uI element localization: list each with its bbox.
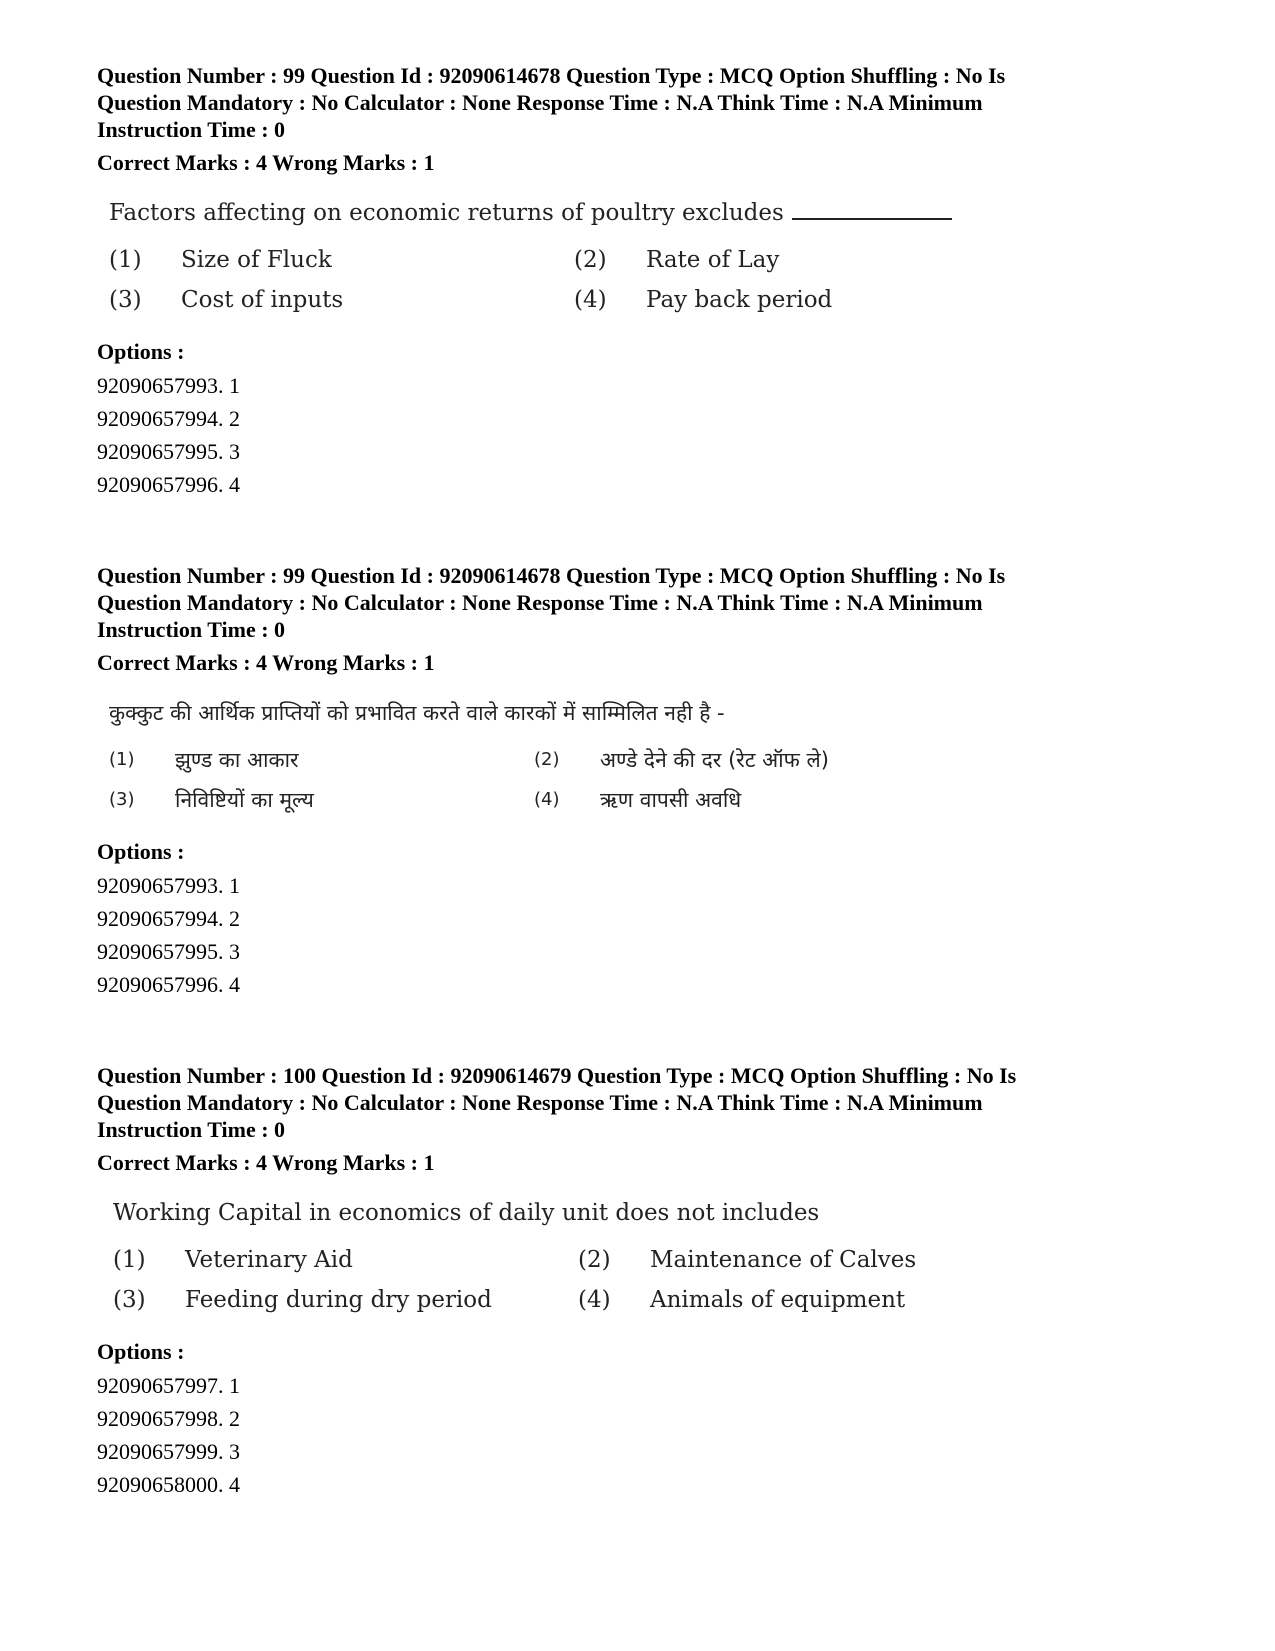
choice-text: झुण्ड का आकार [175, 748, 299, 772]
question-image [97, 698, 977, 816]
choice-item [534, 744, 934, 776]
options-label: Options : [97, 339, 185, 364]
choice-number: (3) [109, 287, 142, 313]
choice-number: (4) [574, 287, 607, 313]
question-header-line: Instruction Time : 0 [97, 117, 286, 142]
question-block [97, 1062, 1177, 1501]
question-header-line: Question Number : 99 Question Id : 92090614678 Question Type : MCQ Option Shuffling : No Is [97, 563, 1006, 588]
choice-item [113, 1284, 578, 1316]
choice-number: (2) [574, 247, 607, 273]
option-list [97, 869, 1177, 1001]
question-stem [97, 198, 977, 228]
choice-item [109, 244, 574, 276]
choice-number: (2) [578, 1247, 611, 1273]
choice-text: Feeding during dry period [185, 1287, 492, 1313]
option-id-row: 92090657996. 4 [97, 472, 240, 497]
option-id-row: 92090657994. 2 [97, 406, 240, 431]
choice-number: (2) [534, 749, 560, 770]
choice-item [574, 284, 974, 316]
option-id-row: 92090657999. 3 [97, 1439, 240, 1464]
question-header-line: Question Mandatory : No Calculator : None Response Time : N.A Think Time : N.A Minimum [97, 590, 983, 615]
choice-text: Animals of equipment [650, 1287, 906, 1313]
question-header-line: Question Number : 99 Question Id : 92090614678 Question Type : MCQ Option Shuffling : No Is [97, 63, 1006, 88]
marks-line: Correct Marks : 4 Wrong Marks : 1 [97, 650, 435, 675]
option-id-row: 92090657996. 4 [97, 972, 240, 997]
option-list [97, 1369, 1177, 1501]
option-id-row: 92090657998. 2 [97, 1406, 240, 1431]
option-list [97, 369, 1177, 501]
marks-line: Correct Marks : 4 Wrong Marks : 1 [97, 150, 435, 175]
option-id-row: 92090658000. 4 [97, 1472, 240, 1497]
question-image [97, 198, 977, 316]
choice-text: अण्डे देने की दर (रेट ऑफ ले) [600, 748, 829, 772]
choice-item [109, 744, 534, 776]
question-header-line: Instruction Time : 0 [97, 617, 286, 642]
choice-number: (1) [113, 1247, 146, 1273]
question-stem-text: Factors affecting on economic returns of poultry excludes [109, 200, 784, 226]
choice-text: निविष्टियों का मूल्य [175, 788, 314, 812]
choice-text: Maintenance of Calves [650, 1247, 917, 1273]
choice-item [578, 1244, 978, 1276]
question-block [97, 562, 1177, 1001]
choice-grid [97, 1244, 977, 1316]
choice-grid [97, 744, 977, 816]
option-id-row: 92090657997. 1 [97, 1373, 240, 1398]
options-label: Options : [97, 1339, 185, 1364]
question-block [97, 62, 1177, 501]
choice-number: (1) [109, 749, 135, 770]
question-header-line: Question Number : 100 Question Id : 92090614679 Question Type : MCQ Option Shuffling : No Is [97, 1063, 1017, 1088]
choice-item [113, 1244, 578, 1276]
choice-number: (4) [534, 789, 560, 810]
marks-line: Correct Marks : 4 Wrong Marks : 1 [97, 1150, 435, 1175]
option-id-row: 92090657995. 3 [97, 939, 240, 964]
choice-text: Veterinary Aid [185, 1247, 353, 1273]
choice-item [109, 284, 574, 316]
choice-item [534, 784, 934, 816]
choice-number: (4) [578, 1287, 611, 1313]
choice-item [578, 1284, 978, 1316]
choice-number: (1) [109, 247, 142, 273]
choice-text: Size of Fluck [181, 247, 332, 273]
question-image [97, 1198, 977, 1316]
choice-item [109, 784, 534, 816]
choice-item [574, 244, 974, 276]
option-id-row: 92090657993. 1 [97, 373, 240, 398]
choice-text: ऋण वापसी अवधि [600, 788, 742, 812]
fill-blank-line [792, 218, 952, 220]
question-header-line: Question Mandatory : No Calculator : None Response Time : N.A Think Time : N.A Minimum [97, 90, 983, 115]
question-header-line: Question Mandatory : No Calculator : None Response Time : N.A Think Time : N.A Minimum [97, 1090, 983, 1115]
question-stem: कुक्कुट की आर्थिक प्राप्तियों को प्रभावित करते वाले कारकों में साम्मिलित नही है - [109, 701, 725, 725]
option-id-row: 92090657995. 3 [97, 439, 240, 464]
choice-text: Pay back period [646, 287, 833, 313]
choice-text: Rate of Lay [646, 247, 780, 273]
option-id-row: 92090657993. 1 [97, 873, 240, 898]
choice-number: (3) [109, 789, 135, 810]
options-label: Options : [97, 839, 185, 864]
question-header-line: Instruction Time : 0 [97, 1117, 286, 1142]
question-stem: Working Capital in economics of daily unit does not includes [113, 1200, 820, 1226]
choice-number: (3) [113, 1287, 146, 1313]
choice-text: Cost of inputs [181, 287, 344, 313]
option-id-row: 92090657994. 2 [97, 906, 240, 931]
choice-grid [97, 244, 977, 316]
